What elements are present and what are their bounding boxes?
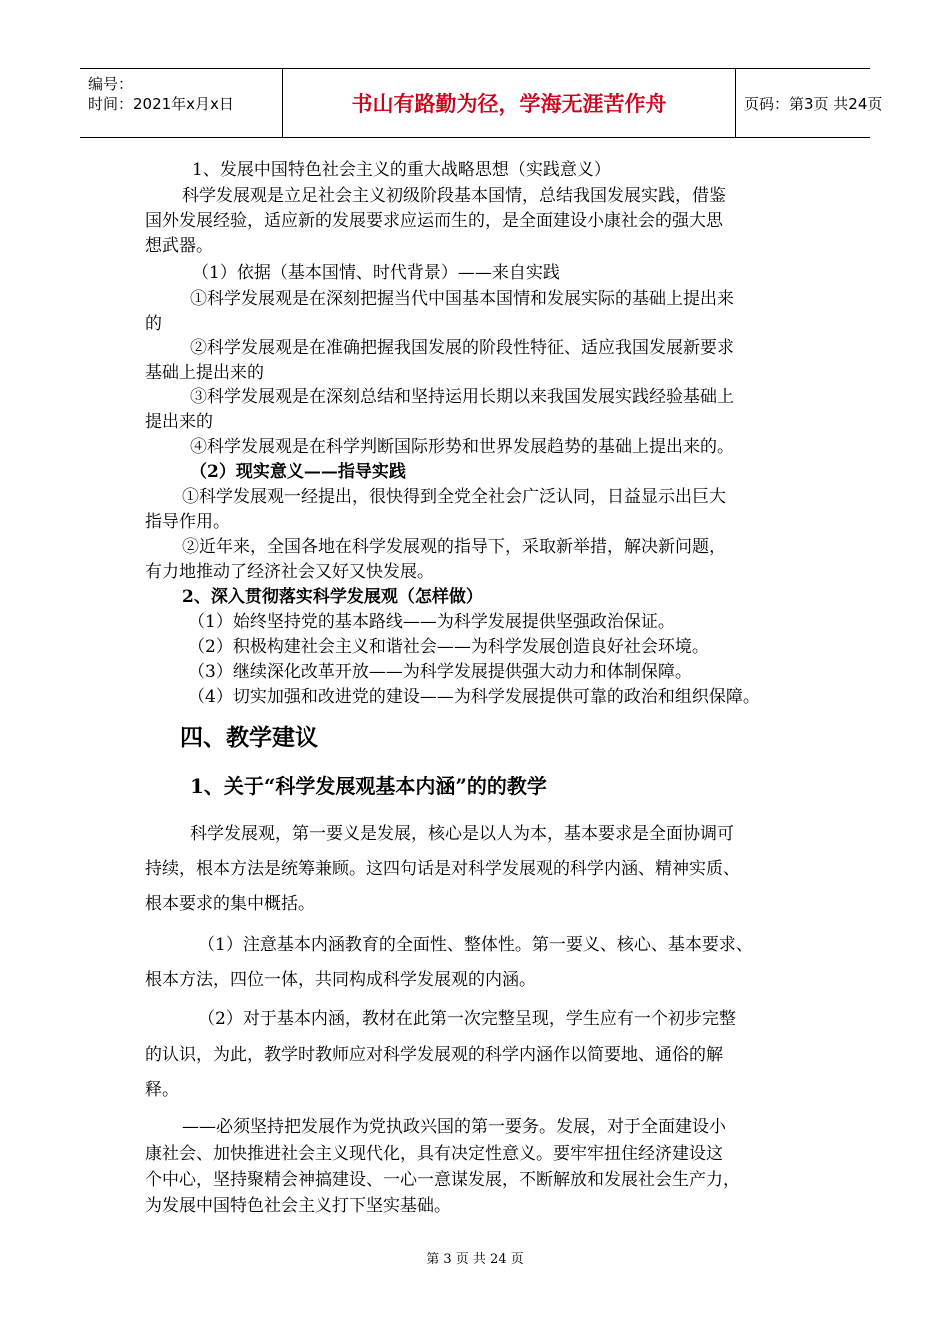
header-table	[80, 68, 883, 138]
header-page-cell	[736, 69, 883, 137]
body-line: （3）继续深化改革开放——为科学发展提供强大动力和体制保障。	[188, 662, 692, 682]
body-line: （4）切实加强和改进党的建设——为科学发展提供可靠的政治和组织保障。	[188, 687, 760, 707]
date-label: 时间：2021年x月x日	[88, 95, 234, 113]
body-line: （1）注意基本内涵教育的全面性、整体性。第一要义、核心、基本要求、	[198, 935, 753, 955]
number-label: 编号：	[88, 75, 134, 93]
body-line: 根本方法，四位一体，共同构成科学发展观的内涵。	[145, 970, 536, 990]
body-line: 科学发展观，第一要义是发展，核心是以人为本，基本要求是全面协调可	[190, 824, 734, 844]
body-line: 的认识，为此，教学时教师应对科学发展观的科学内涵作以简要地、通俗的解	[145, 1045, 723, 1065]
body-line: 有力地推动了经济社会又好又快发展。	[145, 562, 434, 582]
body-line: 为发展中国特色社会主义打下坚实基础。	[145, 1196, 451, 1216]
body-line: 个中心，坚持聚精会神搞建设、一心一意谋发展，不断解放和发展社会生产力，	[145, 1170, 740, 1190]
body-line: 科学发展观是立足社会主义初级阶段基本国情，总结我国发展实践，借鉴	[182, 186, 726, 206]
body-line: 持续，根本方法是统筹兼顾。这四句话是对科学发展观的科学内涵、精神实质、	[145, 859, 740, 879]
body-line: 想武器。	[145, 236, 213, 256]
body-line: 根本要求的集中概括。	[145, 894, 315, 914]
heading-1: 1、发展中国特色社会主义的重大战略思想（实践意义）	[192, 160, 611, 180]
motto: 书山有路勤为径，学海无涯苦作舟	[351, 92, 667, 116]
body-line: 康社会、加快推进社会主义现代化，具有决定性意义。要牢牢扭住经济建设这	[145, 1144, 723, 1164]
body-line: （1）始终坚持党的基本路线——为科学发展提供坚强政治保证。	[188, 612, 675, 632]
body-line: 提出来的	[145, 412, 213, 432]
page-footer: 第 3 页 共 24 页	[426, 1252, 524, 1267]
body-line: （2）对于基本内涵，教材在此第一次完整呈现，学生应有一个初步完整	[198, 1009, 736, 1029]
body-line: ——必须坚持把发展作为党执政兴国的第一要务。发展，对于全面建设小	[182, 1117, 726, 1137]
body-line: 基础上提出来的	[145, 363, 264, 383]
body-line: ①科学发展观是在深刻把握当代中国基本国情和发展实际的基础上提出来	[190, 289, 734, 309]
body-line: （2）积极构建社会主义和谐社会——为科学发展创造良好社会环境。	[188, 637, 709, 657]
body-line: ①科学发展观一经提出，很快得到全党全社会广泛认同，日益显示出巨大	[182, 487, 726, 507]
body-line: 国外发展经验，适应新的发展要求应运而生的，是全面建设小康社会的强大思	[145, 211, 723, 231]
header-left-cell	[80, 69, 283, 137]
body-line: 指导作用。	[145, 512, 230, 532]
body-line: ③科学发展观是在深刻总结和坚持运用长期以来我国发展实践经验基础上	[190, 387, 734, 407]
heading-2: 2、深入贯彻落实科学发展观（怎样做）	[182, 587, 483, 607]
body-line: ②科学发展观是在准确把握我国发展的阶段性特征、适应我国发展新要求	[190, 338, 734, 358]
body-line: 释。	[145, 1080, 179, 1100]
body-line: 的	[145, 314, 162, 334]
sub-heading: （2）现实意义——指导实践	[190, 462, 406, 482]
page-label: 页码：第3页 共24页	[744, 94, 883, 113]
body-line: ②近年来，全国各地在科学发展观的指导下，采取新举措，解决新问题，	[182, 537, 726, 557]
subsection-title: 1、关于“科学发展观基本内涵”的的教学	[190, 774, 547, 798]
sub-heading: （1）依据（基本国情、时代背景）——来自实践	[192, 263, 560, 283]
section-title: 四、教学建议	[180, 725, 318, 751]
header-motto-cell	[283, 69, 736, 137]
body-line: ④科学发展观是在科学判断国际形势和世界发展趋势的基础上提出来的。	[190, 437, 734, 457]
